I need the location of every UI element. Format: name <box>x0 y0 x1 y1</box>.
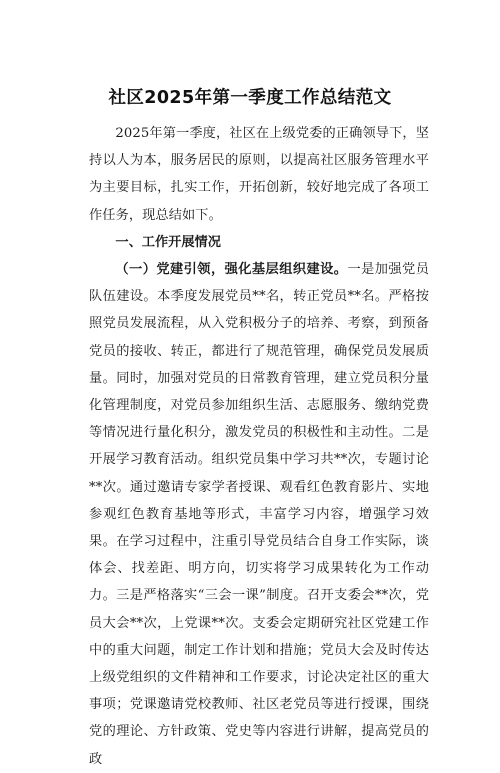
subsection-lead: （一）党建引领，强化基层组织建设。 <box>115 262 348 278</box>
subsection-paragraph <box>89 256 429 773</box>
intro-paragraph: 2025年第一季度，社区在上级党委的正确领导下，坚持以人为本，服务居民的原则，以提高社区服务管理水平为主要目标，扎实工作，开拓创新，较好地完成了各项工作任务，现总结如下。 <box>89 126 429 223</box>
section-heading: 一、工作开展情况 <box>115 234 221 250</box>
document-body <box>89 120 429 773</box>
document-title: 社区2025年第一季度工作总结范文 <box>108 88 392 108</box>
subsection-text: 一是加强党员队伍建设。本季度发展党员**名，转正党员**名。严格按照党员发展流程，从入党积极分子的培养、考察，到预备党员的接收、转正，都进行了规范管理，确保党员发展质量。同时，加强对党员的日常教育管理，建立党员积分量化管理制度，对党员参加组织生活、志愿服务、缴纳党费等情况进行量化积分，激发党员的积极性和主动性。二是开展学习教育活动。组织党员集中学习共**次，专题讨论**次。通过邀请专家学者授课、观看红色教育影片、实地参观红色教育基地等形式，丰富学习内容，增强学习效果。在学习过程中，注重引导党员结合自身工作实际，谈体会、找差距、明方向，切实将学习成果转化为工作动力。三是严格落实“三会一课”制度。召开支委会**次，党员大会**次，上党课**次。支委会定期研究社区党建工作中的重大问题，制定工作计划和措施；党员大会及时传达上级党组织的文件精神和工作要求，讨论决定社区的重大事项；党课邀请党校教师、社区老党员等进行授课，围绕党的理论、方针政策、党史等内容进行讲解，提高党员的政 <box>89 262 429 767</box>
